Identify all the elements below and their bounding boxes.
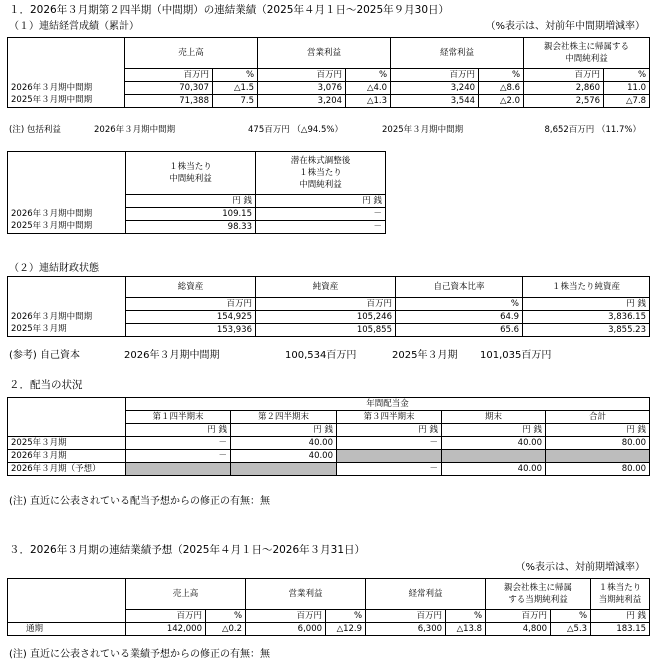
value-cell: 11.0 [604, 82, 650, 95]
unit-cell: 円 銭 [337, 424, 442, 437]
value-cell: 153,936 [126, 324, 256, 337]
value-cell: 6,300 [366, 623, 446, 636]
value-cell: － [256, 221, 386, 234]
value-cell: 2,576 [524, 95, 604, 108]
value-cell: 70,307 [125, 82, 213, 95]
header-diluted-eps: 潜在株式調整後 １株当たり 中間純利益 [256, 152, 386, 195]
header-net-income: 親会社株主に帰属 する当期純利益 [486, 579, 591, 610]
value-cell: － [337, 463, 442, 476]
unit-cell: 百万円 [258, 69, 346, 82]
unit-cell: % [346, 69, 391, 82]
unit-cell: 百万円 [366, 610, 446, 623]
ref-cur-label: 2026年３月期中間期 [124, 350, 220, 361]
value-cell: △12.9 [326, 623, 366, 636]
value-cell: 3,836.15 [523, 311, 650, 324]
unit-cell: % [551, 610, 591, 623]
comp-prev-value: 8,652百万円 （11.7%） [544, 125, 641, 135]
value-cell: 40.00 [231, 450, 337, 463]
row-label: 2026年３月期中間期 [8, 311, 126, 324]
value-cell: △5.3 [551, 623, 591, 636]
value-cell: 154,925 [126, 311, 256, 324]
results-table [7, 37, 650, 108]
corner-cell [8, 38, 125, 69]
unit-cell: 百万円 [246, 610, 326, 623]
unit-cell: 円 銭 [126, 195, 256, 208]
unit-cell: 円 銭 [126, 424, 231, 437]
financial-position-table [7, 276, 650, 337]
value-cell: 71,388 [125, 95, 213, 108]
header-net-assets: 純資産 [256, 277, 396, 298]
unit-cell: 百万円 [256, 298, 396, 311]
table-row [8, 208, 386, 221]
value-cell: 40.00 [231, 437, 337, 450]
unit-cell: 円 銭 [256, 195, 386, 208]
unit-cell: % [446, 610, 486, 623]
header-equity-ratio: 自己資本比率 [396, 277, 523, 298]
value-cell: △8.6 [479, 82, 524, 95]
ref-prev-value: 101,035百万円 [480, 350, 552, 361]
unit-cell: % [206, 610, 246, 623]
comprehensive-income-note: (注) 包括利益 [9, 125, 61, 135]
value-cell: 3,076 [258, 82, 346, 95]
value-cell: 3,855.23 [523, 324, 650, 337]
ref-cur-value: 100,534百万円 [285, 350, 357, 361]
header-q3: 第３四半期末 [337, 411, 442, 424]
table-row [8, 437, 650, 450]
value-cell: 142,000 [126, 623, 206, 636]
section2-subtitle: （２）連結財政状態 [9, 263, 99, 274]
unit-cell: 円 銭 [591, 610, 650, 623]
header-eps: １株当たり 中間純利益 [126, 152, 256, 195]
header-sales: 売上高 [126, 579, 246, 610]
value-cell: 40.00 [442, 463, 546, 476]
comp-cur-value: 475百万円 （△94.5%） [248, 125, 343, 135]
section1-note: （%表示は、対前年中間期増減率） [485, 21, 645, 32]
table-row [8, 450, 650, 463]
table-row [8, 221, 386, 234]
table-row [8, 463, 650, 476]
value-cell: △13.8 [446, 623, 486, 636]
row-label: 2025年３月期 [8, 324, 126, 337]
unit-cell: 百万円 [126, 610, 206, 623]
comp-cur-label: 2026年３月期中間期 [94, 125, 176, 135]
unit-cell: % [326, 610, 366, 623]
unit-cell: % [396, 298, 523, 311]
row-label: 2025年３月期 [8, 437, 126, 450]
value-cell: 40.00 [442, 437, 546, 450]
reference-label: (参考) 自己資本 [9, 350, 80, 361]
unit-cell: 円 銭 [442, 424, 546, 437]
header-total: 合計 [546, 411, 650, 424]
row-label: 通期 [8, 623, 126, 636]
value-cell: 3,204 [258, 95, 346, 108]
row-label: 2026年３月期中間期 [8, 82, 125, 95]
row-label: 2025年３月期中間期 [8, 95, 125, 108]
value-cell: 80.00 [546, 463, 650, 476]
table-row [8, 82, 650, 95]
shaded-cell [546, 450, 650, 463]
unit-cell: 百万円 [486, 610, 551, 623]
unit-cell: 百万円 [391, 69, 479, 82]
row-label: 2025年３月期中間期 [8, 221, 126, 234]
header-net-income: 親会社株主に帰属する 中間純利益 [524, 38, 650, 69]
section3-title: ３．2026年３月期の連結業績予想（2025年４月１日～2026年３月31日） [9, 544, 366, 556]
unit-cell: 円 銭 [546, 424, 650, 437]
row-label: 2026年３月期中間期 [8, 208, 126, 221]
unit-cell: % [479, 69, 524, 82]
value-cell: 109.15 [126, 208, 256, 221]
header-eps: １株当たり 当期純利益 [591, 579, 650, 610]
table-row [8, 311, 650, 324]
unit-cell: 円 銭 [523, 298, 650, 311]
value-cell: 65.6 [396, 324, 523, 337]
header-q2: 第２四半期末 [231, 411, 337, 424]
section3-note: （%表示は、対前期増減率） [515, 562, 645, 573]
eps-table [7, 151, 386, 234]
header-total-assets: 総資産 [126, 277, 256, 298]
value-cell: △1.5 [213, 82, 258, 95]
shaded-cell [337, 450, 442, 463]
row-label: 2026年３月期（予想） [8, 463, 126, 476]
table-row [8, 324, 650, 337]
section-dividends-title: ２．配当の状況 [9, 379, 83, 391]
value-cell: △4.0 [346, 82, 391, 95]
header-bps: １株当たり純資産 [523, 277, 650, 298]
shaded-cell [231, 463, 337, 476]
shaded-cell [126, 463, 231, 476]
value-cell: △7.8 [604, 95, 650, 108]
dividend-forecast-note: (注) 直近に公表されている配当予想からの修正の有無：無 [9, 496, 270, 507]
table-row [8, 95, 650, 108]
forecast-note: (注) 直近に公表されている業績予想からの修正の有無：無 [9, 649, 270, 660]
forecast-table [7, 578, 650, 636]
unit-cell: 百万円 [524, 69, 604, 82]
header-year-end: 期末 [442, 411, 546, 424]
table-row [8, 623, 650, 636]
header-operating-income: 営業利益 [246, 579, 366, 610]
shaded-cell [442, 450, 546, 463]
row-label: 2026年３月期 [8, 450, 126, 463]
value-cell: 4,800 [486, 623, 551, 636]
header-q1: 第１四半期末 [126, 411, 231, 424]
unit-cell: 百万円 [125, 69, 213, 82]
value-cell: 3,240 [391, 82, 479, 95]
value-cell: △1.3 [346, 95, 391, 108]
value-cell: － [126, 437, 231, 450]
value-cell: 7.5 [213, 95, 258, 108]
header-ordinary-income: 経常利益 [366, 579, 486, 610]
value-cell: 3,544 [391, 95, 479, 108]
value-cell: △2.0 [479, 95, 524, 108]
unit-cell: % [604, 69, 650, 82]
value-cell: 80.00 [546, 437, 650, 450]
section1-subtitle: （１）連結経営成績（累計） [9, 21, 139, 32]
unit-cell: 円 銭 [231, 424, 337, 437]
dividends-table [7, 397, 650, 476]
value-cell: 64.9 [396, 311, 523, 324]
value-cell: △0.2 [206, 623, 246, 636]
header-annual-dividend: 年間配当金 [126, 398, 650, 411]
value-cell: － [337, 437, 442, 450]
value-cell: － [256, 208, 386, 221]
value-cell: 105,246 [256, 311, 396, 324]
header-operating-income: 営業利益 [258, 38, 391, 69]
unit-cell: % [213, 69, 258, 82]
header-ordinary-income: 経常利益 [391, 38, 524, 69]
value-cell: 2,860 [524, 82, 604, 95]
ref-prev-label: 2025年３月期 [392, 350, 458, 361]
unit-cell: 百万円 [126, 298, 256, 311]
value-cell: 105,855 [256, 324, 396, 337]
value-cell: 6,000 [246, 623, 326, 636]
header-sales: 売上高 [125, 38, 258, 69]
value-cell: 98.33 [126, 221, 256, 234]
value-cell: 183.15 [591, 623, 650, 636]
section1-title: １．2026年３月期第２四半期（中間期）の連結業績（2025年４月１日～2025年９月30日） [9, 4, 450, 16]
comp-prev-label: 2025年３月期中間期 [382, 125, 464, 135]
value-cell: － [126, 450, 231, 463]
